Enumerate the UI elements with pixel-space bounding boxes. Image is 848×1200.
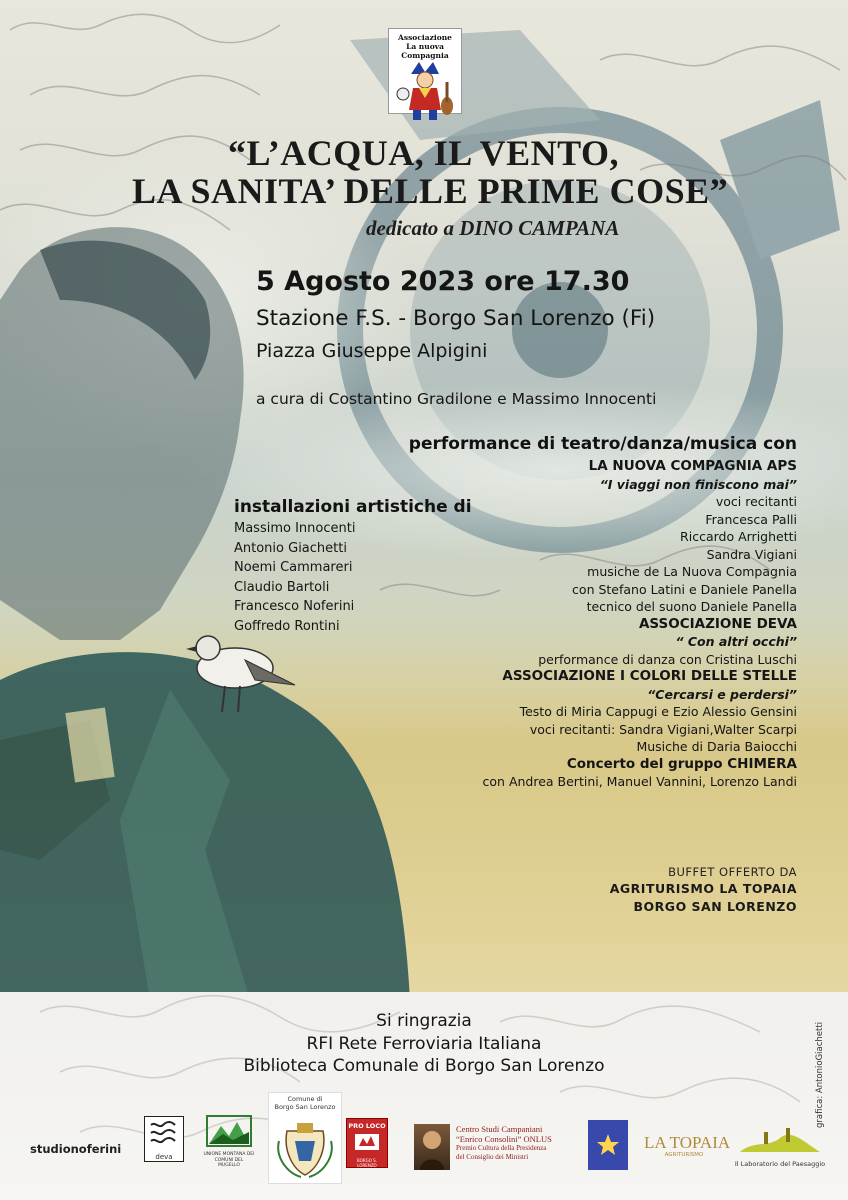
artist-name: Noemi Cammareri: [234, 560, 353, 575]
association-logo-line1: Associazione: [398, 33, 452, 42]
performance-line: voci recitanti: [715, 494, 797, 509]
buffet-line2: AGRITURISMO LA TOPAIA: [609, 881, 797, 896]
performance-line: ASSOCIAZIONE I COLORI DELLE STELLE: [502, 668, 797, 684]
performance-line: “I viaggi non finiscono mai”: [599, 476, 797, 492]
topaia-line1: LA TOPAIA: [644, 1133, 731, 1152]
performance-line: Riccardo Arrighetti: [680, 529, 797, 544]
curated-by: a cura di Costantino Gradilone e Massimo Innocenti: [256, 390, 657, 408]
deva-text: deva: [155, 1153, 173, 1161]
studio-noferini-logo: [30, 1138, 126, 1157]
proloco-line2: BORGO S. LORENZO: [357, 1158, 377, 1168]
thanks-line3: Biblioteca Comunale di Borgo San Lorenzo: [243, 1056, 605, 1076]
artist-name: Massimo Innocenti: [234, 521, 356, 536]
unione-montana-logo: [203, 1114, 255, 1169]
buffet-line3: BORGO SAN LORENZO: [633, 899, 797, 914]
title-line2: LA SANITA’ DELLE PRIME COSE”: [132, 171, 729, 211]
star-icon: [588, 1120, 628, 1170]
centro-studi-portrait: [414, 1124, 450, 1170]
performance-line: ASSOCIAZIONE DEVA: [638, 615, 797, 632]
laboratorio-paesaggio-logo: [734, 1126, 826, 1169]
artist-name: Francesco Noferini: [234, 599, 355, 614]
thanks-line2: RFI Rete Ferroviaria Italiana: [306, 1033, 542, 1054]
proloco-emblem-icon: [347, 1130, 387, 1154]
comune-logo: [268, 1092, 342, 1184]
jester-icon: [389, 60, 461, 124]
performance-line: performance di danza con Cristina Luschi: [538, 651, 797, 667]
deva-emblem-icon: [145, 1117, 182, 1149]
performance-line: Francesca Palli: [705, 511, 797, 527]
colori-stelle-logo: [588, 1120, 628, 1170]
proloco-logo: [346, 1118, 388, 1168]
proloco-line1: PRO LOCO: [348, 1122, 386, 1130]
la-topaia-logo: [644, 1133, 731, 1159]
installations-heading: installazioni artistiche di: [234, 497, 472, 517]
artist-name: Claudio Bartoli: [234, 579, 330, 595]
comune-line1: Comune di: [287, 1095, 323, 1103]
performance-line: Sandra Vigiani: [706, 546, 797, 562]
performance-line: con Stefano Latini e Daniele Panella: [572, 581, 797, 597]
performance-line: musiche de La Nuova Compagnia: [587, 564, 797, 579]
graphics-credit: grafica: AntonioGiachetti: [815, 1021, 825, 1128]
studio-noferini-text: studionoferini: [30, 1142, 122, 1156]
installations-list: [234, 519, 355, 636]
performance-line: voci recitanti: Sandra Vigiani,Walter Scarpi: [529, 721, 797, 737]
performance-heading: performance di teatro/danza/musica con: [408, 434, 797, 454]
buffet-info: [610, 864, 797, 916]
topaia-line2: AGRITURISMO: [664, 1152, 704, 1158]
comune-line2: Borgo San Lorenzo: [274, 1103, 336, 1111]
thanks-block: [0, 1010, 848, 1078]
performance-line: tecnico del suono Daniele Panella: [586, 599, 797, 614]
centro-line4: del Consiglio dei Ministri: [456, 1153, 529, 1161]
venue-line2: Piazza Giuseppe Alpigini: [256, 340, 488, 362]
portrait-icon: [414, 1124, 450, 1170]
thanks-line1: Si ringrazia: [376, 1011, 472, 1031]
centro-line3: Premio Cultura della Presidenza: [456, 1144, 547, 1152]
coat-of-arms-icon: [269, 1111, 341, 1181]
unione-montana-text: UNIONE MONTANA DEI COMUNI DEL MUGELLO: [203, 1152, 255, 1168]
mountains-icon: [203, 1114, 255, 1148]
buffet-line1: BUFFET OFFERTO DA: [668, 865, 797, 879]
performance-line: “Cercarsi e perdersi”: [647, 686, 797, 702]
venue-line1: Stazione F.S. - Borgo San Lorenzo (Fi): [256, 306, 656, 331]
performance-line: Testo di Miria Cappugi e Ezio Alessio Gensini: [519, 704, 797, 719]
event-date: 5 Agosto 2023 ore 17.30: [256, 266, 630, 297]
centro-line1: Centro Studi Campaniani: [456, 1124, 543, 1134]
centro-line2: “Enrico Consolini” ONLUS: [456, 1134, 552, 1144]
deva-logo: [144, 1116, 184, 1162]
performance-line: con Andrea Bertini, Manuel Vannini, Lorenzo Landi: [482, 774, 797, 789]
centro-studi-text: [456, 1124, 576, 1162]
performance-line: Concerto del gruppo CHIMERA: [566, 755, 797, 772]
performance-line: LA NUOVA COMPAGNIA APS: [588, 458, 797, 474]
dedication: dedicato a DINO CAMPANA: [366, 216, 620, 240]
performance-line: “ Con altri occhi”: [675, 634, 797, 649]
landscape-icon: [734, 1126, 826, 1156]
artist-name: Goffredo Rontini: [234, 618, 340, 634]
laboratorio-text: Il Laboratorio del Paesaggio: [734, 1160, 826, 1168]
association-logo-line2: La nuova Compagnia: [401, 42, 449, 60]
performance-line: Musiche di Daria Baiocchi: [636, 739, 797, 754]
title-line1: “L’ACQUA, IL VENTO,: [228, 133, 619, 173]
association-logo: [388, 28, 462, 114]
artist-name: Antonio Giachetti: [234, 540, 347, 556]
